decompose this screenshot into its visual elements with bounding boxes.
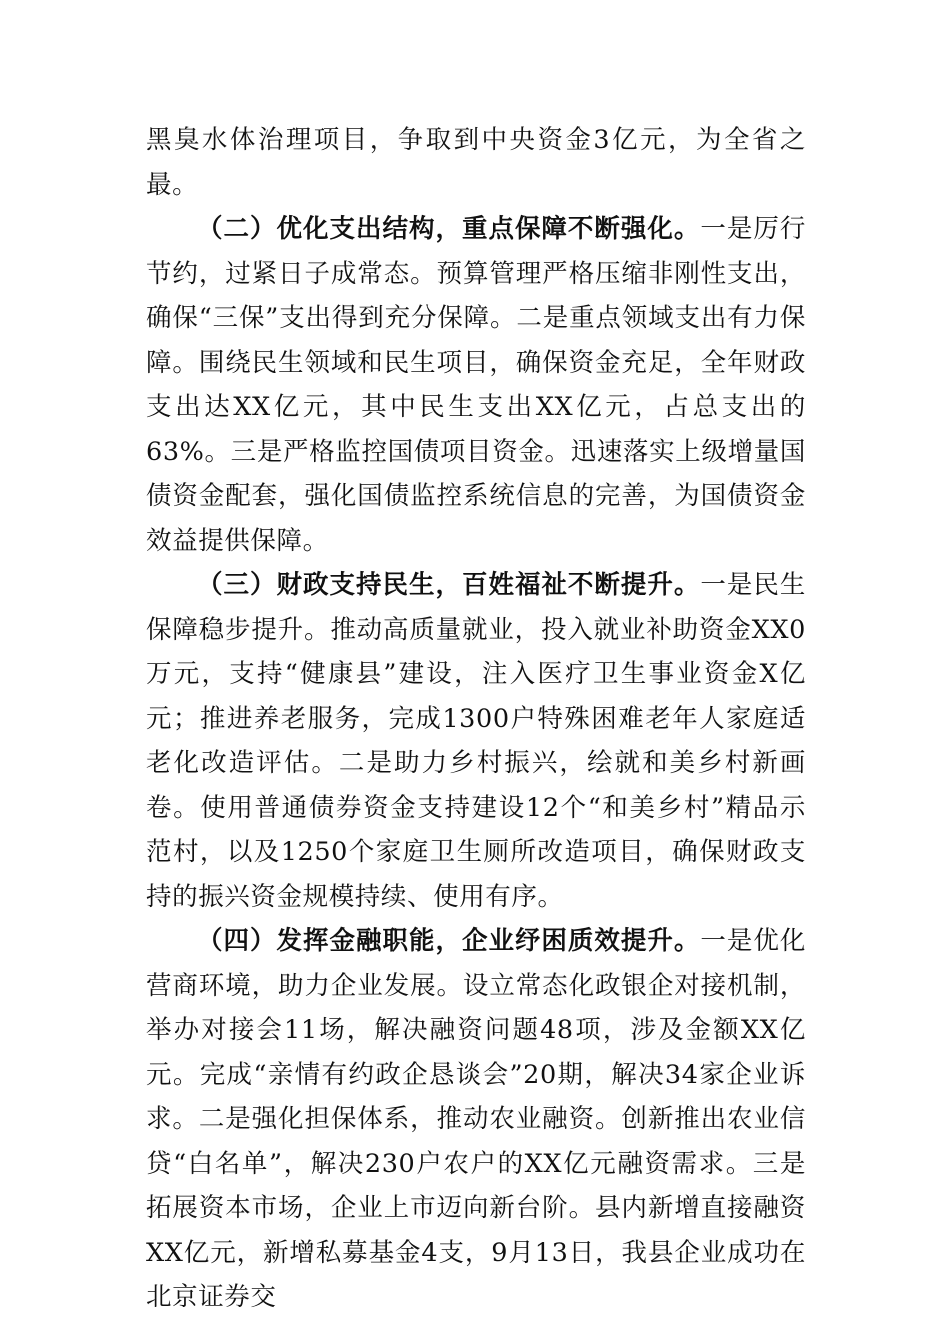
paragraph-section-2: [146, 207, 806, 563]
paragraph-body: 黑臭水体治理项目，争取到中央资金3亿元，为全省之最。: [146, 125, 806, 200]
section-heading: （二）优化支出结构，重点保障不断强化。: [197, 214, 701, 244]
section-heading: （三）财政支持民生，百姓福祉不断提升。: [197, 570, 701, 600]
document-body: [146, 118, 806, 1320]
section-heading: （四）发挥金融职能，企业纾困质效提升。: [197, 926, 701, 956]
paragraph-body: 一是民生保障稳步提升。推动高质量就业，投入就业补助资金XX0万元，支持“健康县”建设，注入医疗卫生事业资金X亿元；推进养老服务，完成1300户特殊困难老年人家庭适老化改造评估。二是助力乡村振兴，绘就和美乡村新画卷。使用普通债券资金支持建设12个“和美乡村”精品示范村，以及1250个家庭卫生厕所改造项目，确保财政支持的振兴资金规模持续、使用有序。: [146, 570, 806, 912]
paragraph-section-4: [146, 919, 806, 1320]
paragraph-continuation: [146, 118, 806, 207]
paragraph-section-3: [146, 563, 806, 919]
paragraph-body: 一是厉行节约，过紧日子成常态。预算管理严格压缩非刚性支出，确保“三保”支出得到充分保障。二是重点领域支出有力保障。围绕民生领域和民生项目，确保资金充足，全年财政支出达XX亿元，其中民生支出XX亿元，占总支出的63%。三是严格监控国债项目资金。迅速落实上级增量国债资金配套，强化国债监控系统信息的完善，为国债资金效益提供保障。: [146, 214, 806, 556]
paragraph-body: 一是优化营商环境，助力企业发展。设立常态化政银企对接机制，举办对接会11场，解决融资问题48项，涉及金额XX亿元。完成“亲情有约政企恳谈会”20期，解决34家企业诉求。二是强化担保体系，推动农业融资。创新推出农业信贷“白名单”，解决230户农户的XX亿元融资需求。三是拓展资本市场，企业上市迈向新台阶。县内新增直接融资XX亿元，新增私募基金4支，9月13日，我县企业成功在北京证券交: [146, 926, 806, 1312]
